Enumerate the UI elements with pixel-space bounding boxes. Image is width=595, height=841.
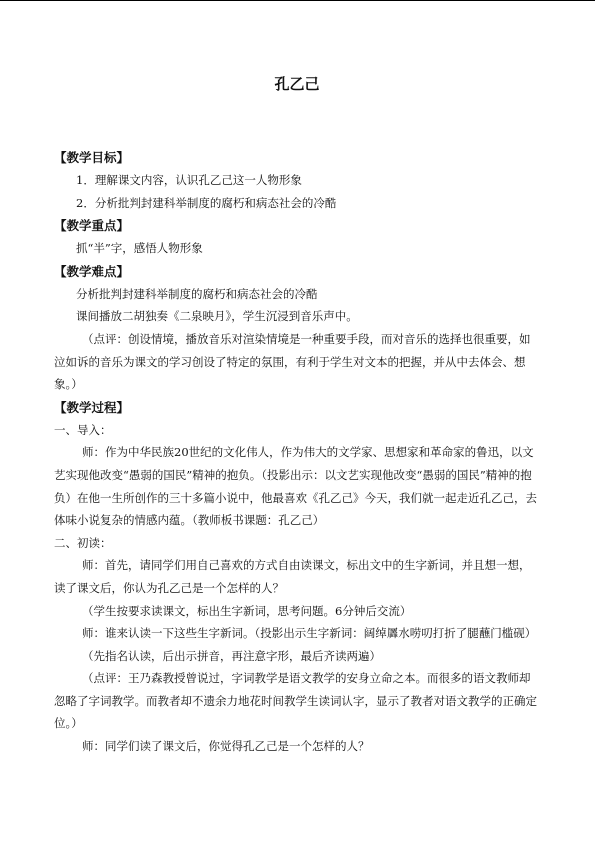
read-paragraph-4: （先指名认读，后出示拼音，再注意字形，最后齐读两遍） — [82, 648, 381, 663]
goal-item-1: 1．理解课文内容，认识孔乙己这一人物形象 — [76, 173, 302, 187]
comment-paragraph: （点评：创设情境，播放音乐对渲染情境是一种重要手段，而对音乐的选择也很重要，如泣如诉的音乐为课文的学习创设了特定的氛围，有利于学生对文本的把握，并从中去体会、想象。） — [54, 331, 531, 392]
focus-text: 抓“半”字，感悟人物形象 — [76, 241, 203, 256]
read-paragraph-5: （点评：王乃森教授曾说过，字词教学是语文教学的安身立命之本。而很多的语文教师却忽略了字词教学。而教者却不遗余力地花时间教学生读词认字，显示了教者对语文教学的正确定位。） — [54, 671, 537, 731]
focus-heading: 【教学重点】 — [54, 218, 130, 234]
read-paragraph-6: 师：同学们读了课文后，你觉得孔乙己是一个怎样的人？ — [82, 739, 370, 754]
goals-heading: 【教学目标】 — [54, 150, 130, 165]
read-paragraph-3: 师：谁来认读一下这些生字新词。（投影出示生字新词：阔绰羼水唠叨打折了腿蘸门槛砚） — [82, 626, 537, 641]
read-paragraph-2: （学生按要求读课文，标出生字新词，思考问题。6分钟后交流） — [82, 603, 412, 618]
difficulty-heading: 【教学难点】 — [54, 263, 130, 279]
read-label: 二、初读： — [54, 535, 112, 550]
top-rule — [0, 0, 595, 1]
goal-item-2: 2．分析批判封建科举制度的腐朽和病态社会的冷酷 — [76, 195, 337, 210]
music-paragraph: 课间播放二胡独奏《二泉映月》，学生沉浸到音乐声中。 — [76, 309, 358, 324]
intro-label: 一、导入： — [54, 422, 112, 437]
read-paragraph-1: 师：首先，请同学们用自己喜欢的方式自由读课文，标出文中的生字新词，并且想一想，读了课文后，你认为孔乙己是一个怎样的人？ — [54, 558, 531, 595]
difficulty-text: 分析批判封建科举制度的腐朽和病态社会的冷酷 — [76, 286, 318, 301]
document-page — [54, 70, 540, 758]
process-heading: 【教学过程】 — [54, 399, 130, 415]
intro-paragraph: 师：作为中华民族20世纪的文化伟人，作为伟大的文学家、思想家和革命家的鲁迅，以文艺实现他改变“愚弱的国民”精神的抱负。（投影出示：以文艺实现他改变“愚弱的国民”精神的抱负）在他一生所创作的三十多篇小说中，他最喜欢《孔乙己》今天，我们就一起走近孔乙己，去体味小说复杂的情感内蕴。（教师板书课题：孔乙己） — [54, 445, 537, 528]
page-title: 孔乙己 — [274, 75, 320, 93]
